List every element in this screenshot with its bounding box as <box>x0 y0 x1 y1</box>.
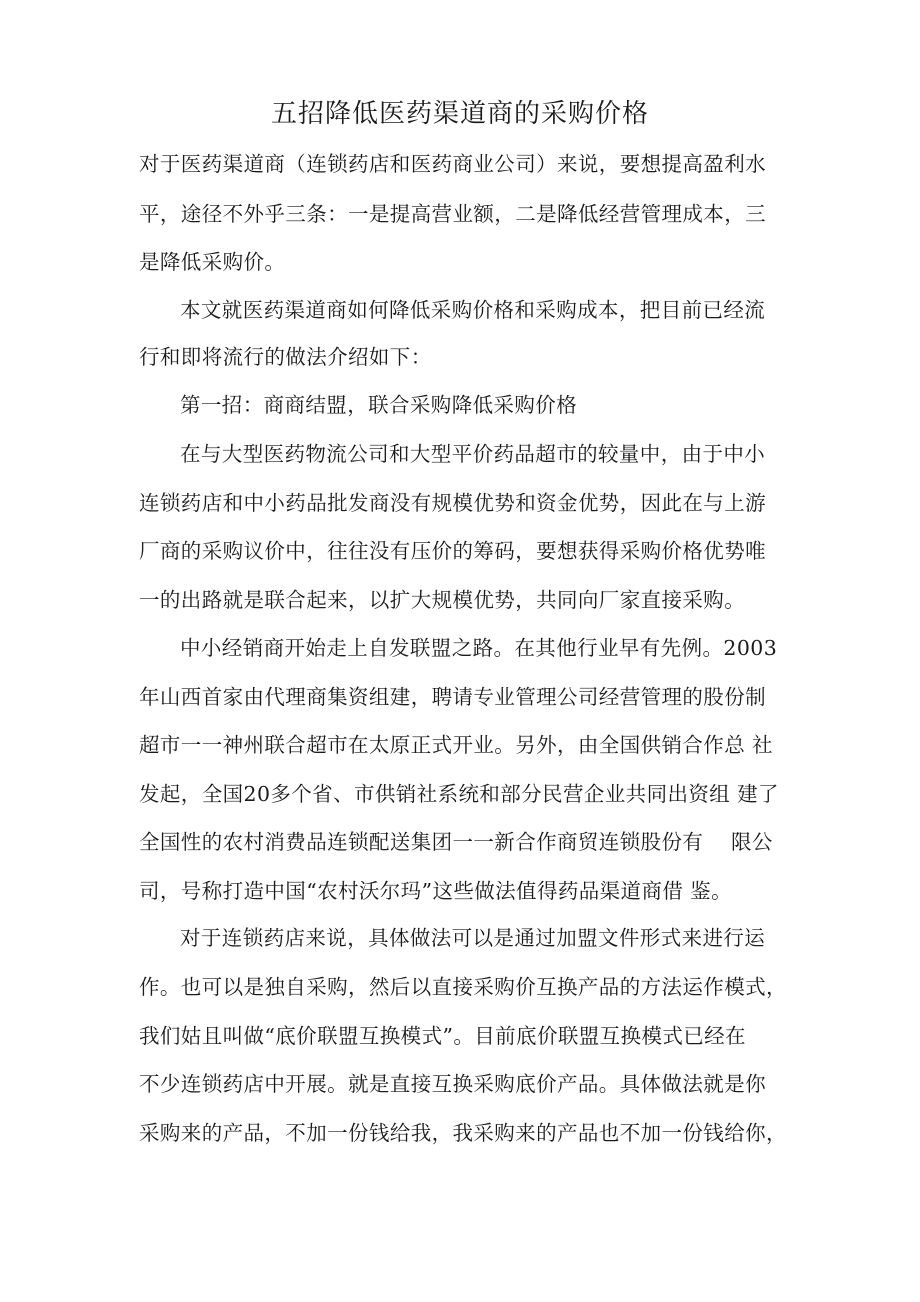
paragraph-line: 不少连锁药店中开展。就是直接互换采购底价产品。具体做法就是你 <box>139 1072 766 1096</box>
paragraph-line: 中小经销商开始走上自发联盟之路。在其他行业早有先例。2003 <box>180 636 778 660</box>
paragraph-line: 厂商的采购议价中，往往没有压价的筹码，要想获得采购价格优势唯 <box>139 539 766 563</box>
paragraph-line: 连锁药店和中小药品批发商没有规模优势和资金优势，因此在与上游 <box>139 491 766 515</box>
paragraph-line: 本文就医药渠道商如何降低采购价格和采购成本，把目前已经流 <box>180 298 766 322</box>
paragraph-line: 司，号称打造中国“农村沃尔玛”这些做法值得药品渠道商借 鉴。 <box>139 879 732 903</box>
document-title: 五招降低医药渠道商的采购价格 <box>270 99 649 129</box>
paragraph-line: 年山西首家由代理商集资组建，聘请专业管理公司经营管理的股份制 <box>139 685 766 709</box>
paragraph-line: 发起，全国20多个省、市供销社系统和部分民营企业共同出资组 建了 <box>139 782 779 806</box>
paragraph-line: 采购来的产品，不加一份钱给我，我采购来的产品也不加一份钱给你， <box>139 1121 787 1145</box>
paragraph-line: 我们姑且叫做“底价联盟互换模式”。目前底价联盟互换模式已经在 <box>139 1024 746 1048</box>
paragraph-line: 对于医药渠道商（连锁药店和医药商业公司）来说，要想提高盈利水 <box>139 152 766 176</box>
paragraph-line: 在与大型医药物流公司和大型平价药品超市的较量中，由于中小 <box>180 442 766 466</box>
paragraph-line: 作。也可以是独自采购，然后以直接采购价互换产品的方法运作模式， <box>139 975 787 999</box>
paragraph-line: 一的出路就是联合起来，以扩大规模优势，共同向厂家直接采购。 <box>139 588 746 612</box>
paragraph-line: 是降低采购价。 <box>139 250 286 274</box>
paragraph-line: 平，途径不外乎三条：一是提高营业额，二是降低经营管理成本，三 <box>139 202 766 226</box>
paragraph-line: 对于连锁药店来说，具体做法可以是通过加盟文件形式来进行运 <box>180 926 766 950</box>
paragraph-line: 超市一一神州联合超市在太原正式开业。另外，由全国供销合作总 社 <box>139 733 773 757</box>
section-heading: 第一招：商商结盟，联合采购降低采购价格 <box>180 393 578 417</box>
paragraph-line: 行和即将流行的做法介绍如下： <box>139 345 432 369</box>
paragraph-line: 全国性的农村消费品连锁配送集团一一新合作商贸连锁股份有 限公 <box>139 830 773 854</box>
